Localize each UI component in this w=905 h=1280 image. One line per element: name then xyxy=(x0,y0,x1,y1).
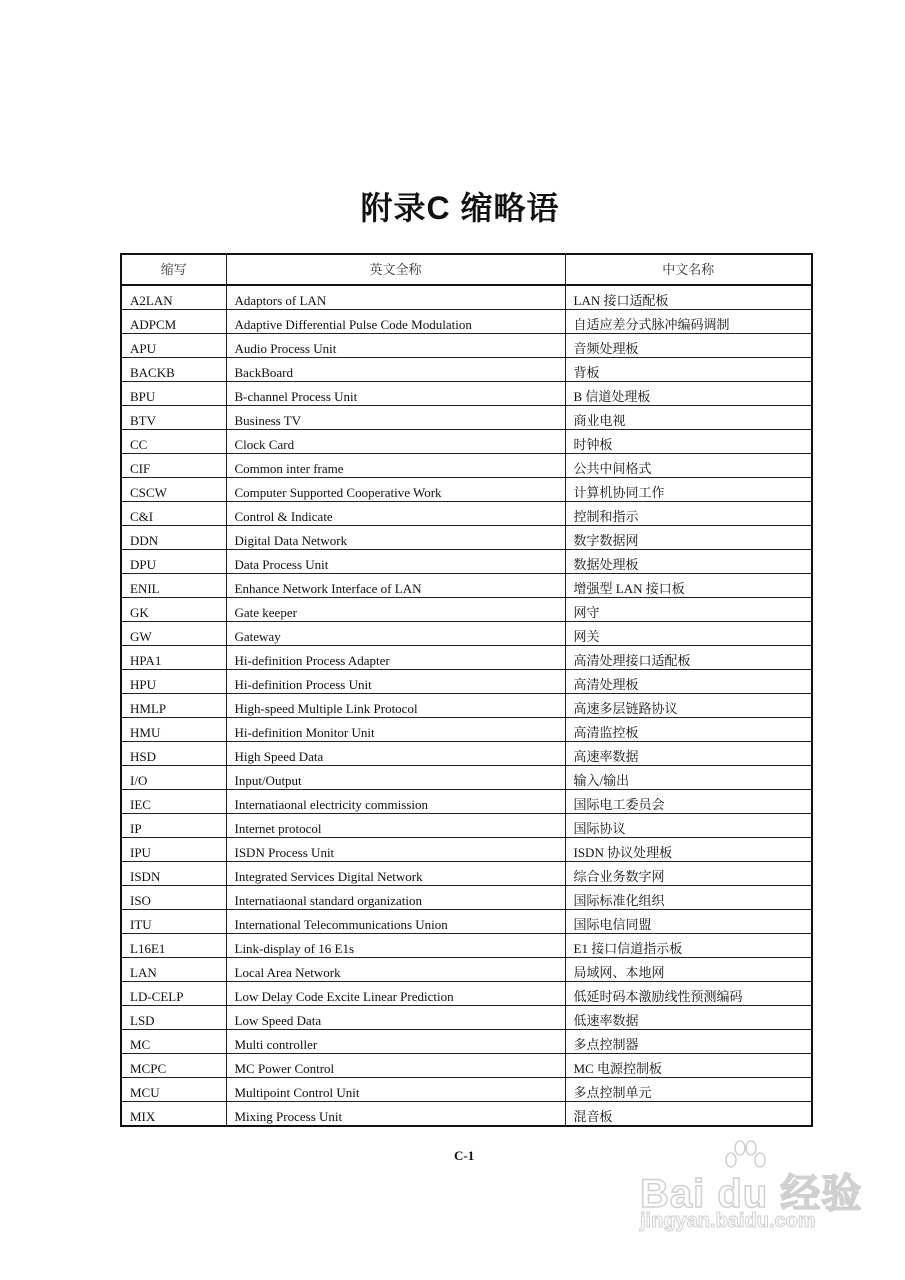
table-row xyxy=(121,1078,812,1102)
cell-chinese-name: 局域网、本地网 xyxy=(565,958,812,982)
cell-abbreviation: MCU xyxy=(121,1078,226,1102)
table-row xyxy=(121,1102,812,1127)
cell-abbreviation: CC xyxy=(121,430,226,454)
baidu-watermark xyxy=(640,1140,870,1235)
cell-chinese-name: 网守 xyxy=(565,598,812,622)
cell-abbreviation: HPA1 xyxy=(121,646,226,670)
cell-chinese-name: 高清处理接口适配板 xyxy=(565,646,812,670)
cell-english-name: Low Delay Code Excite Linear Prediction xyxy=(226,982,565,1006)
cell-abbreviation: IP xyxy=(121,814,226,838)
table-row xyxy=(121,910,812,934)
cell-english-name: Multi controller xyxy=(226,1030,565,1054)
cell-abbreviation: DPU xyxy=(121,550,226,574)
cell-english-name: Enhance Network Interface of LAN xyxy=(226,574,565,598)
cell-chinese-name: 高速多层链路协议 xyxy=(565,694,812,718)
cell-english-name: Internatiaonal electricity commission xyxy=(226,790,565,814)
cell-abbreviation: HPU xyxy=(121,670,226,694)
table-row xyxy=(121,430,812,454)
cell-chinese-name: 商业电视 xyxy=(565,406,812,430)
table-row xyxy=(121,478,812,502)
cell-chinese-name: 输入/输出 xyxy=(565,766,812,790)
cell-english-name: Mixing Process Unit xyxy=(226,1102,565,1127)
cell-chinese-name: 国际标准化组织 xyxy=(565,886,812,910)
cell-chinese-name: 音频处理板 xyxy=(565,334,812,358)
table-row xyxy=(121,1030,812,1054)
table-row xyxy=(121,646,812,670)
cell-abbreviation: IPU xyxy=(121,838,226,862)
cell-english-name: Multipoint Control Unit xyxy=(226,1078,565,1102)
cell-abbreviation: HMU xyxy=(121,718,226,742)
cell-abbreviation: MCPC xyxy=(121,1054,226,1078)
cell-english-name: Gate keeper xyxy=(226,598,565,622)
cell-chinese-name: 多点控制器 xyxy=(565,1030,812,1054)
table-row xyxy=(121,1054,812,1078)
cell-abbreviation: I/O xyxy=(121,766,226,790)
table-row xyxy=(121,310,812,334)
cell-chinese-name: MC 电源控制板 xyxy=(565,1054,812,1078)
cell-abbreviation: ENIL xyxy=(121,574,226,598)
cell-english-name: Link-display of 16 E1s xyxy=(226,934,565,958)
table-row xyxy=(121,1006,812,1030)
cell-abbreviation: L16E1 xyxy=(121,934,226,958)
cell-english-name: Computer Supported Cooperative Work xyxy=(226,478,565,502)
cell-abbreviation: GW xyxy=(121,622,226,646)
watermark-url: jingyan.baidu.com xyxy=(640,1210,816,1232)
page-number: C-1 xyxy=(454,1148,475,1163)
cell-english-name: Hi-definition Process Adapter xyxy=(226,646,565,670)
cell-english-name: Common inter frame xyxy=(226,454,565,478)
table-row xyxy=(121,502,812,526)
cell-english-name: Audio Process Unit xyxy=(226,334,565,358)
cell-chinese-name: 低速率数据 xyxy=(565,1006,812,1030)
cell-abbreviation: A2LAN xyxy=(121,285,226,310)
table-row xyxy=(121,550,812,574)
cell-chinese-name: 高清监控板 xyxy=(565,718,812,742)
cell-abbreviation: CIF xyxy=(121,454,226,478)
cell-chinese-name: B 信道处理板 xyxy=(565,382,812,406)
cell-english-name: Hi-definition Process Unit xyxy=(226,670,565,694)
cell-english-name: Adaptive Differential Pulse Code Modulation xyxy=(226,310,565,334)
table-row xyxy=(121,982,812,1006)
cell-english-name: Digital Data Network xyxy=(226,526,565,550)
cell-english-name: Input/Output xyxy=(226,766,565,790)
cell-english-name: High-speed Multiple Link Protocol xyxy=(226,694,565,718)
cell-chinese-name: 高清处理板 xyxy=(565,670,812,694)
cell-english-name: Gateway xyxy=(226,622,565,646)
cell-abbreviation: HSD xyxy=(121,742,226,766)
cell-chinese-name: ISDN 协议处理板 xyxy=(565,838,812,862)
cell-abbreviation: CSCW xyxy=(121,478,226,502)
table-row xyxy=(121,934,812,958)
cell-english-name: Hi-definition Monitor Unit xyxy=(226,718,565,742)
cell-english-name: High Speed Data xyxy=(226,742,565,766)
cell-chinese-name: 背板 xyxy=(565,358,812,382)
cell-abbreviation: LSD xyxy=(121,1006,226,1030)
cell-abbreviation: ITU xyxy=(121,910,226,934)
cell-english-name: Local Area Network xyxy=(226,958,565,982)
cell-english-name: Clock Card xyxy=(226,430,565,454)
cell-abbreviation: ADPCM xyxy=(121,310,226,334)
cell-english-name: BackBoard xyxy=(226,358,565,382)
table-row xyxy=(121,406,812,430)
header-english-name: 英文全称 xyxy=(226,254,565,285)
cell-chinese-name: 低延时码本激励线性预测编码 xyxy=(565,982,812,1006)
header-abbreviation: 缩写 xyxy=(121,254,226,285)
cell-english-name: B-channel Process Unit xyxy=(226,382,565,406)
cell-abbreviation: APU xyxy=(121,334,226,358)
cell-abbreviation: MIX xyxy=(121,1102,226,1127)
table-row xyxy=(121,285,812,310)
cell-chinese-name: 控制和指示 xyxy=(565,502,812,526)
cell-abbreviation: ISO xyxy=(121,886,226,910)
table-row xyxy=(121,454,812,478)
cell-english-name: ISDN Process Unit xyxy=(226,838,565,862)
cell-chinese-name: 网关 xyxy=(565,622,812,646)
cell-chinese-name: 综合业务数字网 xyxy=(565,862,812,886)
table-header-row xyxy=(121,254,812,285)
table-row xyxy=(121,622,812,646)
cell-english-name: Internet protocol xyxy=(226,814,565,838)
cell-chinese-name: 高速率数据 xyxy=(565,742,812,766)
table-row xyxy=(121,814,812,838)
cell-chinese-name: 国际电工委员会 xyxy=(565,790,812,814)
table-row xyxy=(121,574,812,598)
cell-english-name: Low Speed Data xyxy=(226,1006,565,1030)
cell-english-name: Control & Indicate xyxy=(226,502,565,526)
cell-abbreviation: ISDN xyxy=(121,862,226,886)
abbreviation-table xyxy=(120,253,813,1127)
cell-chinese-name: 多点控制单元 xyxy=(565,1078,812,1102)
header-chinese-name: 中文名称 xyxy=(565,254,812,285)
table-row xyxy=(121,742,812,766)
table-row xyxy=(121,358,812,382)
cell-english-name: Internatiaonal standard organization xyxy=(226,886,565,910)
cell-chinese-name: E1 接口信道指示板 xyxy=(565,934,812,958)
cell-chinese-name: LAN 接口适配板 xyxy=(565,285,812,310)
cell-chinese-name: 增强型 LAN 接口板 xyxy=(565,574,812,598)
cell-chinese-name: 国际协议 xyxy=(565,814,812,838)
table-row xyxy=(121,526,812,550)
table-row xyxy=(121,862,812,886)
cell-english-name: Adaptors of LAN xyxy=(226,285,565,310)
cell-chinese-name: 数字数据网 xyxy=(565,526,812,550)
cell-chinese-name: 混音板 xyxy=(565,1102,812,1127)
cell-abbreviation: MC xyxy=(121,1030,226,1054)
table-row xyxy=(121,598,812,622)
cell-chinese-name: 计算机协同工作 xyxy=(565,478,812,502)
cell-abbreviation: LD-CELP xyxy=(121,982,226,1006)
table-row xyxy=(121,718,812,742)
cell-abbreviation: BPU xyxy=(121,382,226,406)
cell-chinese-name: 公共中间格式 xyxy=(565,454,812,478)
cell-abbreviation: BTV xyxy=(121,406,226,430)
table-row xyxy=(121,838,812,862)
table-row xyxy=(121,958,812,982)
cell-abbreviation: BACKB xyxy=(121,358,226,382)
cell-chinese-name: 自适应差分式脉冲编码调制 xyxy=(565,310,812,334)
cell-abbreviation: IEC xyxy=(121,790,226,814)
cell-chinese-name: 数据处理板 xyxy=(565,550,812,574)
cell-chinese-name: 国际电信同盟 xyxy=(565,910,812,934)
cell-abbreviation: HMLP xyxy=(121,694,226,718)
table-row xyxy=(121,334,812,358)
table-row xyxy=(121,766,812,790)
cell-chinese-name: 时钟板 xyxy=(565,430,812,454)
watermark-logo: Bai du 经验 xyxy=(640,1172,863,1216)
cell-abbreviation: LAN xyxy=(121,958,226,982)
table-row xyxy=(121,694,812,718)
cell-english-name: Data Process Unit xyxy=(226,550,565,574)
table-row xyxy=(121,670,812,694)
cell-abbreviation: GK xyxy=(121,598,226,622)
cell-english-name: Business TV xyxy=(226,406,565,430)
table-row xyxy=(121,382,812,406)
cell-english-name: Integrated Services Digital Network xyxy=(226,862,565,886)
table-row xyxy=(121,790,812,814)
table-row xyxy=(121,886,812,910)
cell-english-name: International Telecommunications Union xyxy=(226,910,565,934)
cell-abbreviation: C&I xyxy=(121,502,226,526)
cell-english-name: MC Power Control xyxy=(226,1054,565,1078)
cell-abbreviation: DDN xyxy=(121,526,226,550)
page-title: 附录C 缩略语 xyxy=(360,190,560,226)
